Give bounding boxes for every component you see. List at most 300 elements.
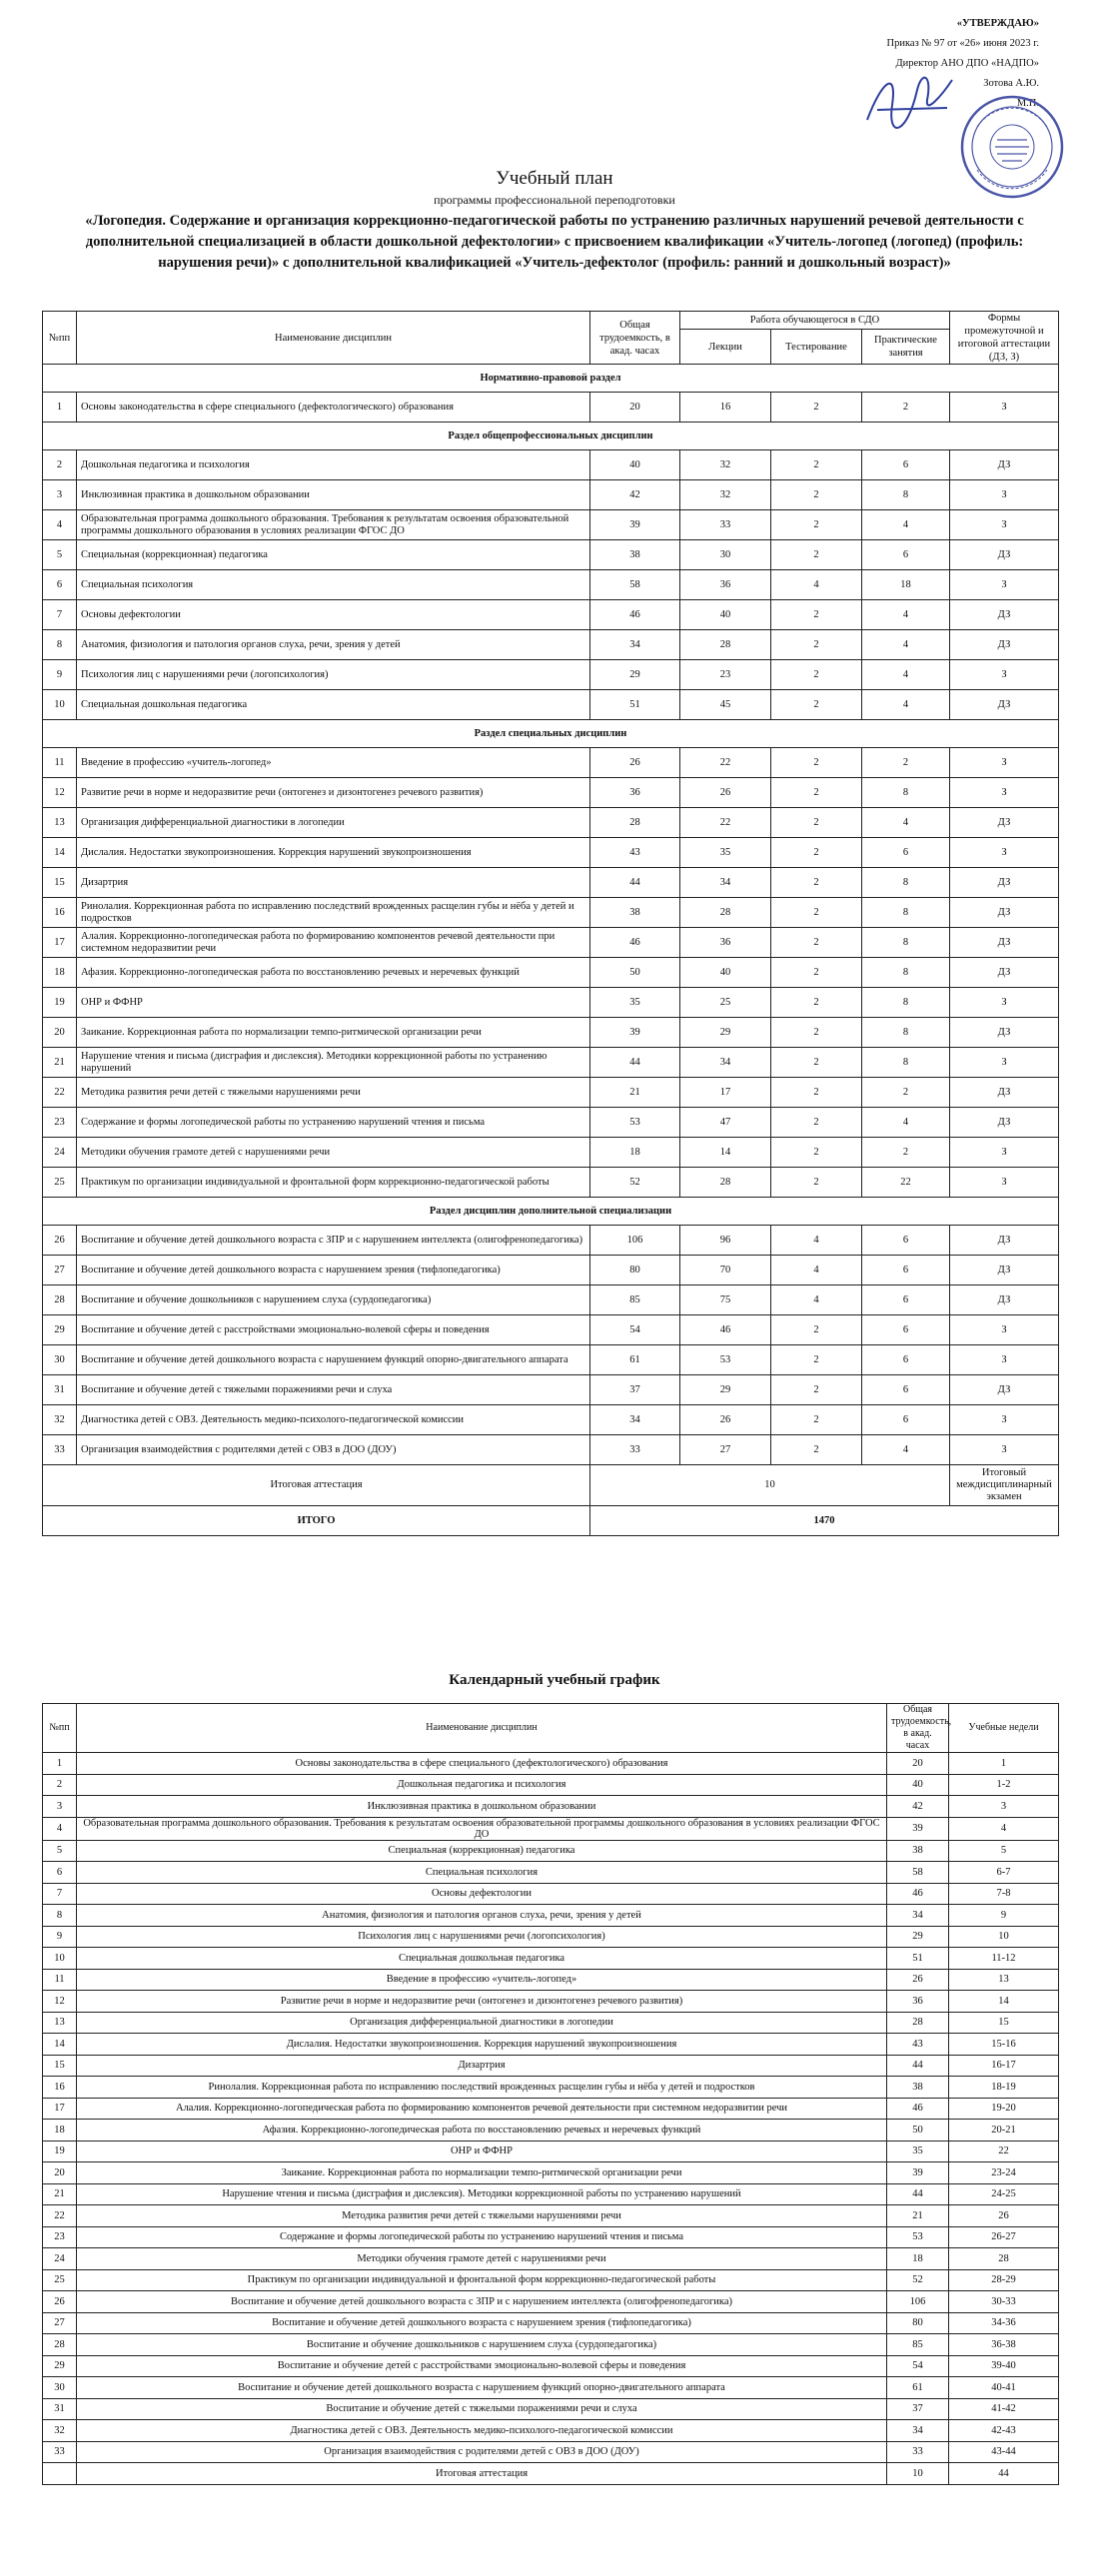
- testing-cell: 2: [771, 1168, 862, 1198]
- lectures-cell: 96: [680, 1226, 771, 1256]
- row-number: 7: [43, 1883, 77, 1905]
- schedule-row: [43, 2355, 1059, 2377]
- total-hours-cell: 42: [590, 480, 680, 510]
- total-hours-cell: 51: [590, 690, 680, 720]
- attestation-form-cell: З: [950, 570, 1059, 600]
- discipline-name: Методика развития речи детей с тяжелыми нарушениями речи: [77, 1078, 590, 1108]
- total-hours-cell: 40: [590, 450, 680, 480]
- plan-row: [43, 660, 1059, 690]
- row-number: 25: [43, 2269, 77, 2291]
- total-hours-cell: 38: [887, 1840, 949, 1862]
- row-number: 1: [43, 1753, 77, 1775]
- row-number: 27: [43, 1256, 77, 1286]
- total-hours-cell: 46: [887, 1883, 949, 1905]
- schedule-row: [43, 1753, 1059, 1775]
- testing-cell: 2: [771, 540, 862, 570]
- discipline-name: Основы законодательства в сфере специального (дефектологического) образования: [77, 393, 590, 423]
- schedule-row: [43, 2312, 1059, 2334]
- weeks-cell: 40-41: [949, 2377, 1059, 2399]
- testing-cell: 2: [771, 838, 862, 868]
- discipline-name: Дизартрия: [77, 868, 590, 898]
- row-number: 7: [43, 600, 77, 630]
- row-number: 3: [43, 480, 77, 510]
- row-number: 26: [43, 2291, 77, 2313]
- plan-header-forms: Формы промежуточной и итоговой аттестации (ДЗ, З): [950, 312, 1059, 365]
- discipline-name: Методики обучения грамоте детей с нарушениями речи: [77, 2248, 887, 2270]
- plan-row: [43, 748, 1059, 778]
- schedule-row: [43, 2420, 1059, 2442]
- plan-row: [43, 988, 1059, 1018]
- approval-mp: М.П.: [1016, 98, 1039, 109]
- discipline-name: Воспитание и обучение детей дошкольного возраста с ЗПР и с нарушением интеллекта (олигофренопедагогика): [77, 1226, 590, 1256]
- weeks-cell: 39-40: [949, 2355, 1059, 2377]
- schedule-row: [43, 1905, 1059, 1927]
- attestation-form-cell: ДЗ: [950, 868, 1059, 898]
- row-number: 2: [43, 450, 77, 480]
- total-hours-cell: 20: [887, 1753, 949, 1775]
- plan-row: [43, 1256, 1059, 1286]
- discipline-name: Организация взаимодействия с родителями детей с ОВЗ в ДОО (ДОУ): [77, 1435, 590, 1465]
- lectures-cell: 26: [680, 1405, 771, 1435]
- plan-row: [43, 1435, 1059, 1465]
- row-number: 1: [43, 393, 77, 423]
- practice-cell: 4: [862, 690, 950, 720]
- total-hours-cell: 58: [590, 570, 680, 600]
- total-hours-cell: 29: [590, 660, 680, 690]
- discipline-name: Алалия. Коррекционно-логопедическая работа по формированию компонентов речевой деятельности при системном недоразвитии речи: [77, 2098, 887, 2120]
- row-number: 11: [43, 748, 77, 778]
- weeks-cell: 10: [949, 1926, 1059, 1948]
- discipline-name: Специальная дошкольная педагогика: [77, 1948, 887, 1970]
- total-hours-cell: 50: [887, 2120, 949, 2142]
- discipline-name: Психология лиц с нарушениями речи (логопсихология): [77, 1926, 887, 1948]
- row-number: 15: [43, 868, 77, 898]
- schedule-row: [43, 2034, 1059, 2056]
- row-number: 13: [43, 808, 77, 838]
- weeks-cell: 9: [949, 1905, 1059, 1927]
- discipline-name: Воспитание и обучение детей дошкольного возраста с нарушением функций опорно-двигательного аппарата: [77, 1345, 590, 1375]
- testing-cell: 2: [771, 450, 862, 480]
- total-hours-cell: 85: [887, 2334, 949, 2356]
- row-number: 28: [43, 2334, 77, 2356]
- practice-cell: 6: [862, 1375, 950, 1405]
- row-number: 28: [43, 1286, 77, 1315]
- study-plan-table: [42, 311, 1059, 1536]
- total-hours-cell: 52: [887, 2269, 949, 2291]
- plan-header-lectures: Лекции: [680, 330, 771, 365]
- schedule-row: [43, 1948, 1059, 1970]
- total-hours-cell: 39: [887, 2162, 949, 2184]
- attestation-form-cell: З: [950, 1405, 1059, 1435]
- total-hours-cell: 38: [887, 2077, 949, 2099]
- plan-row: [43, 1315, 1059, 1345]
- attestation-form-cell: ДЗ: [950, 630, 1059, 660]
- weeks-cell: 13: [949, 1969, 1059, 1991]
- row-number: 22: [43, 1078, 77, 1108]
- row-number: 33: [43, 2441, 77, 2463]
- row-number: 27: [43, 2312, 77, 2334]
- schedule-row: [43, 2098, 1059, 2120]
- final-attestation-label: Итоговая аттестация: [43, 1465, 590, 1506]
- lectures-cell: 22: [680, 748, 771, 778]
- discipline-name: Организация дифференциальной диагностики в логопедии: [77, 2012, 887, 2034]
- testing-cell: 2: [771, 868, 862, 898]
- practice-cell: 6: [862, 1315, 950, 1345]
- weeks-cell: 23-24: [949, 2162, 1059, 2184]
- attestation-form-cell: ДЗ: [950, 958, 1059, 988]
- plan-row: [43, 690, 1059, 720]
- schedule-header-hours: Общая трудоемкость, в акад. часах: [887, 1704, 949, 1753]
- total-hours-cell: 38: [590, 540, 680, 570]
- lectures-cell: 14: [680, 1138, 771, 1168]
- section-header: [43, 365, 1059, 393]
- practice-cell: 6: [862, 450, 950, 480]
- weeks-cell: 44: [949, 2463, 1059, 2485]
- discipline-name: ОНР и ФФНР: [77, 2141, 887, 2162]
- plan-row: [43, 1138, 1059, 1168]
- weeks-cell: 22: [949, 2141, 1059, 2162]
- testing-cell: 2: [771, 1078, 862, 1108]
- row-number: 5: [43, 1840, 77, 1862]
- weeks-cell: 42-43: [949, 2420, 1059, 2442]
- approval-order: Приказ № 97 от «26» июня 2023 г.: [886, 38, 1039, 49]
- final-attestation-hours: 10: [590, 1465, 950, 1506]
- schedule-row: [43, 2269, 1059, 2291]
- total-hours-cell: 106: [590, 1226, 680, 1256]
- total-hours-cell: 35: [590, 988, 680, 1018]
- practice-cell: 4: [862, 660, 950, 690]
- discipline-name: Специальная психология: [77, 570, 590, 600]
- discipline-name: Специальная дошкольная педагогика: [77, 690, 590, 720]
- testing-cell: 2: [771, 1345, 862, 1375]
- total-hours-cell: 58: [887, 1862, 949, 1884]
- discipline-name: Инклюзивная практика в дошкольном образовании: [77, 480, 590, 510]
- total-hours: 1470: [590, 1506, 1059, 1536]
- weeks-cell: 6-7: [949, 1862, 1059, 1884]
- row-number: [43, 2463, 77, 2485]
- discipline-name: Дошкольная педагогика и психология: [77, 450, 590, 480]
- plan-header-hours: Общая трудоемкость, в акад. часах: [590, 312, 680, 365]
- discipline-name: Дизартрия: [77, 2055, 887, 2077]
- attestation-form-cell: ДЗ: [950, 690, 1059, 720]
- total-hours-cell: 42: [887, 1796, 949, 1818]
- total-hours-cell: 35: [887, 2141, 949, 2162]
- section-header: [43, 1198, 1059, 1226]
- total-hours-cell: 44: [887, 2055, 949, 2077]
- weeks-cell: 34-36: [949, 2312, 1059, 2334]
- lectures-cell: 36: [680, 928, 771, 958]
- discipline-name: Практикум по организации индивидуальной и фронтальной форм коррекционно-педагогической работы: [77, 1168, 590, 1198]
- attestation-form-cell: З: [950, 748, 1059, 778]
- total-hours-cell: 53: [887, 2226, 949, 2248]
- plan-header-testing: Тестирование: [771, 330, 862, 365]
- row-number: 15: [43, 2055, 77, 2077]
- discipline-name: Воспитание и обучение детей с тяжелыми поражениями речи и слуха: [77, 1375, 590, 1405]
- discipline-name: Воспитание и обучение детей дошкольного возраста с нарушением зрения (тифлопедагогика): [77, 1256, 590, 1286]
- total-hours-cell: 33: [590, 1435, 680, 1465]
- total-hours-cell: 54: [590, 1315, 680, 1345]
- attestation-form-cell: З: [950, 838, 1059, 868]
- testing-cell: 2: [771, 600, 862, 630]
- row-number: 29: [43, 2355, 77, 2377]
- lectures-cell: 30: [680, 540, 771, 570]
- row-number: 6: [43, 1862, 77, 1884]
- total-hours-cell: 44: [590, 1048, 680, 1078]
- testing-cell: 2: [771, 1108, 862, 1138]
- weeks-cell: 26: [949, 2205, 1059, 2227]
- testing-cell: 2: [771, 748, 862, 778]
- total-hours-cell: 80: [590, 1256, 680, 1286]
- practice-cell: 8: [862, 988, 950, 1018]
- weeks-cell: 15-16: [949, 2034, 1059, 2056]
- section-title: Раздел общепрофессиональных дисциплин: [43, 423, 1059, 450]
- testing-cell: 2: [771, 928, 862, 958]
- total-hours-cell: 50: [590, 958, 680, 988]
- testing-cell: 4: [771, 1226, 862, 1256]
- lectures-cell: 29: [680, 1375, 771, 1405]
- total-hours-cell: 53: [590, 1108, 680, 1138]
- total-hours-cell: 29: [887, 1926, 949, 1948]
- testing-cell: 2: [771, 393, 862, 423]
- attestation-form-cell: З: [950, 1315, 1059, 1345]
- plan-row: [43, 480, 1059, 510]
- total-hours-cell: 21: [590, 1078, 680, 1108]
- testing-cell: 2: [771, 1405, 862, 1435]
- lectures-cell: 16: [680, 393, 771, 423]
- total-hours-cell: 54: [887, 2355, 949, 2377]
- weeks-cell: 11-12: [949, 1948, 1059, 1970]
- practice-cell: 4: [862, 600, 950, 630]
- row-number: 23: [43, 1108, 77, 1138]
- schedule-body: [43, 1753, 1059, 2485]
- plan-row: [43, 450, 1059, 480]
- row-number: 14: [43, 2034, 77, 2056]
- weeks-cell: 1: [949, 1753, 1059, 1775]
- schedule-row: [43, 1926, 1059, 1948]
- discipline-name: Основы дефектологии: [77, 600, 590, 630]
- schedule-row: [43, 2291, 1059, 2313]
- testing-cell: 2: [771, 690, 862, 720]
- practice-cell: 6: [862, 838, 950, 868]
- row-number: 12: [43, 778, 77, 808]
- plan-row: [43, 838, 1059, 868]
- lectures-cell: 40: [680, 958, 771, 988]
- total-label: ИТОГО: [43, 1506, 590, 1536]
- schedule-row: [43, 2248, 1059, 2270]
- testing-cell: 2: [771, 1375, 862, 1405]
- discipline-name: Воспитание и обучение детей дошкольного возраста с нарушением зрения (тифлопедагогика): [77, 2312, 887, 2334]
- testing-cell: 4: [771, 1256, 862, 1286]
- total-hours-cell: 80: [887, 2312, 949, 2334]
- attestation-form-cell: З: [950, 1168, 1059, 1198]
- schedule-row: [43, 2463, 1059, 2485]
- plan-header-practice: Практические занятия: [862, 330, 950, 365]
- total-hours-cell: 34: [887, 1905, 949, 1927]
- lectures-cell: 32: [680, 480, 771, 510]
- row-number: 8: [43, 630, 77, 660]
- lectures-cell: 34: [680, 868, 771, 898]
- row-number: 23: [43, 2226, 77, 2248]
- plan-subtitle: программы профессиональной переподготовки: [434, 193, 675, 207]
- lectures-cell: 27: [680, 1435, 771, 1465]
- total-hours-cell: 39: [887, 1817, 949, 1840]
- practice-cell: 6: [862, 1226, 950, 1256]
- discipline-name: Анатомия, физиология и патология органов слуха, речи, зрения у детей: [77, 1905, 887, 1927]
- attestation-form-cell: З: [950, 510, 1059, 540]
- discipline-name: Методики обучения грамоте детей с нарушениями речи: [77, 1138, 590, 1168]
- weeks-cell: 28-29: [949, 2269, 1059, 2291]
- plan-row: [43, 778, 1059, 808]
- row-number: 26: [43, 1226, 77, 1256]
- total-hours-cell: 28: [887, 2012, 949, 2034]
- testing-cell: 2: [771, 1315, 862, 1345]
- attestation-form-cell: З: [950, 778, 1059, 808]
- practice-cell: 22: [862, 1168, 950, 1198]
- plan-row: [43, 630, 1059, 660]
- practice-cell: 6: [862, 1256, 950, 1286]
- section-header: [43, 720, 1059, 748]
- practice-cell: 8: [862, 958, 950, 988]
- discipline-name: Дислалия. Недостатки звукопроизношения. Коррекция нарушений звукопроизношения: [77, 838, 590, 868]
- schedule-row: [43, 2077, 1059, 2099]
- row-number: 30: [43, 1345, 77, 1375]
- row-number: 30: [43, 2377, 77, 2399]
- testing-cell: 2: [771, 778, 862, 808]
- practice-cell: 8: [862, 1018, 950, 1048]
- approval-title: «УТВЕРЖДАЮ»: [956, 18, 1039, 29]
- lectures-cell: 28: [680, 1168, 771, 1198]
- weeks-cell: 19-20: [949, 2098, 1059, 2120]
- lectures-cell: 35: [680, 838, 771, 868]
- row-number: 32: [43, 2420, 77, 2442]
- testing-cell: 4: [771, 1286, 862, 1315]
- discipline-name: Образовательная программа дошкольного образования. Требования к результатам освоения образовательной программы дошкольного образования в условиях реализации ФГОС ДО: [77, 510, 590, 540]
- lectures-cell: 47: [680, 1108, 771, 1138]
- discipline-name: Инклюзивная практика в дошкольном образовании: [77, 1796, 887, 1818]
- discipline-name: Ринолалия. Коррекционная работа по исправлению последствий врожденных расщелин губы и нёба у детей и подростков: [77, 2077, 887, 2099]
- testing-cell: 2: [771, 1018, 862, 1048]
- schedule-row: [43, 1817, 1059, 1840]
- discipline-name: Нарушение чтения и письма (дисграфия и дислексия). Методики коррекционной работы по устранению нарушений: [77, 1048, 590, 1078]
- discipline-name: Специальная (коррекционная) педагогика: [77, 1840, 887, 1862]
- total-hours-cell: 61: [887, 2377, 949, 2399]
- row-number: 24: [43, 2248, 77, 2270]
- schedule-row: [43, 1883, 1059, 1905]
- practice-cell: 6: [862, 1345, 950, 1375]
- testing-cell: 4: [771, 570, 862, 600]
- practice-cell: 8: [862, 898, 950, 928]
- discipline-name: Анатомия, физиология и патология органов слуха, речи, зрения у детей: [77, 630, 590, 660]
- attestation-form-cell: ДЗ: [950, 1018, 1059, 1048]
- approval-director: Директор АНО ДПО «НАДПО»: [895, 58, 1039, 69]
- attestation-form-cell: З: [950, 988, 1059, 1018]
- attestation-form-cell: З: [950, 480, 1059, 510]
- total-hours-cell: 52: [590, 1168, 680, 1198]
- discipline-name: Диагностика детей с ОВЗ. Деятельность медико-психолого-педагогической комиссии: [77, 2420, 887, 2442]
- total-hours-cell: 26: [887, 1969, 949, 1991]
- plan-row: [43, 1405, 1059, 1435]
- total-hours-cell: 10: [887, 2463, 949, 2485]
- attestation-form-cell: З: [950, 1138, 1059, 1168]
- row-number: 9: [43, 660, 77, 690]
- row-number: 29: [43, 1315, 77, 1345]
- plan-header-num: №пп: [43, 312, 77, 365]
- row-number: 3: [43, 1796, 77, 1818]
- weeks-cell: 18-19: [949, 2077, 1059, 2099]
- plan-row: [43, 808, 1059, 838]
- weeks-cell: 1-2: [949, 1774, 1059, 1796]
- weeks-cell: 26-27: [949, 2226, 1059, 2248]
- row-number: 31: [43, 2398, 77, 2420]
- schedule-row: [43, 2162, 1059, 2184]
- discipline-name: Специальная (коррекционная) педагогика: [77, 540, 590, 570]
- discipline-name: Специальная психология: [77, 1862, 887, 1884]
- discipline-name: Воспитание и обучение дошкольников с нарушением слуха (сурдопедагогика): [77, 1286, 590, 1315]
- schedule-row: [43, 2334, 1059, 2356]
- discipline-name: Воспитание и обучение детей с расстройствами эмоционально-волевой сферы и поведения: [77, 1315, 590, 1345]
- testing-cell: 2: [771, 480, 862, 510]
- total-hours-cell: 28: [590, 808, 680, 838]
- testing-cell: 2: [771, 630, 862, 660]
- total-hours-cell: 46: [590, 600, 680, 630]
- schedule-row: [43, 1991, 1059, 2013]
- total-hours-cell: 39: [590, 1018, 680, 1048]
- schedule-row: [43, 1862, 1059, 1884]
- row-number: 24: [43, 1138, 77, 1168]
- total-hours-cell: 43: [887, 2034, 949, 2056]
- testing-cell: 2: [771, 1435, 862, 1465]
- practice-cell: 6: [862, 1286, 950, 1315]
- schedule-row: [43, 2141, 1059, 2162]
- total-hours-cell: 38: [590, 898, 680, 928]
- discipline-name: Основы законодательства в сфере специального (дефектологического) образования: [77, 1753, 887, 1775]
- discipline-name: Воспитание и обучение детей с тяжелыми поражениями речи и слуха: [77, 2398, 887, 2420]
- schedule-row: [43, 2012, 1059, 2034]
- row-number: 17: [43, 2098, 77, 2120]
- lectures-cell: 28: [680, 630, 771, 660]
- final-attestation-form: Итоговый междисциплинарный экзамен: [950, 1465, 1059, 1506]
- discipline-name: Образовательная программа дошкольного образования. Требования к результатам освоения образовательной программы дошкольного образования в условиях реализации ФГОС ДО: [77, 1817, 887, 1840]
- discipline-name: Алалия. Коррекционно-логопедическая работа по формированию компонентов речевой деятельности при системном недоразвитии речи: [77, 928, 590, 958]
- lectures-cell: 45: [680, 690, 771, 720]
- schedule-row: [43, 2205, 1059, 2227]
- plan-row: [43, 868, 1059, 898]
- lectures-cell: 25: [680, 988, 771, 1018]
- program-title: «Логопедия. Содержание и организация коррекционно-педагогической работы по устранению различных нарушений речевой деятельности с дополнительной специализацией в области дошкольной дефектологии» с присвоением квалификации «Учитель-логопед (логопед) (профиль: нарушения речи)» с дополнительной квалификацией «Учитель-дефектолог (профиль: ранний и дошкольный возраст)»: [85, 213, 1024, 271]
- schedule-header-name: Наименование дисциплин: [77, 1704, 887, 1753]
- weeks-cell: 24-25: [949, 2183, 1059, 2205]
- schedule-row: [43, 2183, 1059, 2205]
- discipline-name: Воспитание и обучение детей дошкольного возраста с ЗПР и с нарушением интеллекта (олигофренопедагогика): [77, 2291, 887, 2313]
- practice-cell: 4: [862, 808, 950, 838]
- total-hours-cell: 18: [887, 2248, 949, 2270]
- discipline-name: Нарушение чтения и письма (дисграфия и дислексия). Методики коррекционной работы по устранению нарушений: [77, 2183, 887, 2205]
- testing-cell: 2: [771, 898, 862, 928]
- lectures-cell: 17: [680, 1078, 771, 1108]
- discipline-name: Психология лиц с нарушениями речи (логопсихология): [77, 660, 590, 690]
- weeks-cell: 20-21: [949, 2120, 1059, 2142]
- discipline-name: Развитие речи в норме и недоразвитие речи (онтогенез и дизонтогенез речевого развития): [77, 778, 590, 808]
- discipline-name: Введение в профессию «учитель-логопед»: [77, 748, 590, 778]
- total-hours-cell: 34: [590, 1405, 680, 1435]
- practice-cell: 6: [862, 1405, 950, 1435]
- discipline-name: Организация взаимодействия с родителями детей с ОВЗ в ДОО (ДОУ): [77, 2441, 887, 2463]
- schedule-title: Календарный учебный график: [449, 1672, 660, 1688]
- weeks-cell: 14: [949, 1991, 1059, 2013]
- discipline-name: Введение в профессию «учитель-логопед»: [77, 1969, 887, 1991]
- row-number: 19: [43, 988, 77, 1018]
- row-number: 19: [43, 2141, 77, 2162]
